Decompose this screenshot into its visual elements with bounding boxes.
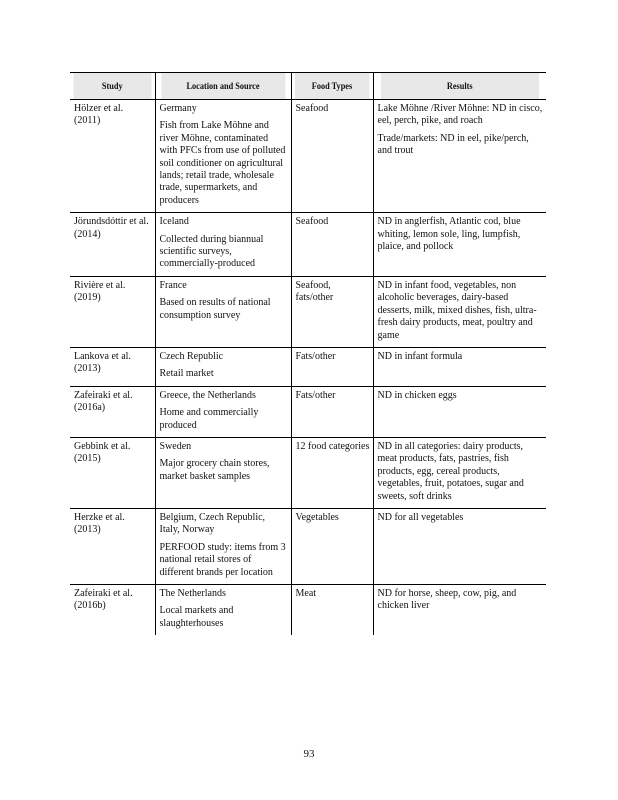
study-text: Jörundsdóttir et al. (2014) xyxy=(74,216,149,240)
cell-study xyxy=(70,213,155,277)
cell-food-type xyxy=(291,386,373,437)
cell-results xyxy=(373,100,546,213)
results-text: ND in anglerfish, Atlantic cod, blue whiting, lemon sole, ling, lumpfish, plaice, and pollock xyxy=(377,216,521,253)
source-text: Fish from Lake Möhne and river Möhne, contaminated with PFCs from use of polluted soil conditioner on agricultural lands; retail trade, wholesale trade, supermarkets, and producers xyxy=(159,120,286,206)
cell-food-type xyxy=(291,585,373,636)
source-text: Based on results of national consumption survey xyxy=(159,297,271,321)
study-text: Zafeiraki et al. (2016b) xyxy=(74,588,133,612)
results-text: ND for all vegetables xyxy=(377,511,464,523)
location-text: France xyxy=(159,279,187,291)
cell-study xyxy=(70,276,155,347)
cell-study xyxy=(70,100,155,213)
location-text: Czech Republic xyxy=(159,350,224,362)
cell-results xyxy=(373,585,546,636)
table-row xyxy=(70,585,546,636)
header-food-types: Food Types xyxy=(294,73,369,100)
source-text: Major grocery chain stores, market basket samples xyxy=(159,458,270,482)
table-row xyxy=(70,347,546,386)
source-text: Local markets and slaughterhouses xyxy=(159,605,234,629)
location-text: Iceland xyxy=(159,216,189,228)
table-row xyxy=(70,213,546,277)
food-type-text: Fats/other xyxy=(295,350,336,362)
study-text: Gebbink et al. (2015) xyxy=(74,440,131,465)
table-row xyxy=(70,276,546,347)
source-text: Collected during biannual scientific surveys, commercially-produced xyxy=(159,233,264,270)
study-text: Zafeiraki et al. (2016a) xyxy=(74,389,133,414)
cell-location-source xyxy=(155,585,291,636)
location-text: Greece, the Netherlands xyxy=(159,389,256,401)
cell-location-source xyxy=(155,276,291,347)
table-row xyxy=(70,508,546,584)
cell-food-type xyxy=(291,100,373,213)
cell-study xyxy=(70,585,155,636)
cell-results xyxy=(373,508,546,584)
study-text: Herzke et al. (2013) xyxy=(74,511,125,536)
table-row xyxy=(70,100,546,213)
study-text: Rivière et al. (2019) xyxy=(74,279,126,304)
food-type-text: Seafood xyxy=(295,103,329,114)
food-type-text: Seafood, fats/other xyxy=(295,279,334,304)
cell-study xyxy=(70,386,155,437)
page-number: 93 xyxy=(303,748,315,760)
cell-results xyxy=(373,347,546,386)
cell-study xyxy=(70,347,155,386)
food-type-text: Fats/other xyxy=(295,389,336,401)
cell-food-type xyxy=(291,437,373,508)
table-header-row xyxy=(70,73,546,100)
results-text: ND in infant food, vegetables, non alcoholic beverages, dairy-based desserts, milk, mixed dishes, fish, ultra-fresh dairy products, meat, poultry and game xyxy=(377,279,537,341)
location-text: The Netherlands xyxy=(159,588,226,599)
cell-results xyxy=(373,386,546,437)
cell-location-source xyxy=(155,213,291,277)
cell-food-type xyxy=(291,276,373,347)
table-row xyxy=(70,386,546,437)
source-text: Home and commercially produced xyxy=(159,407,259,431)
source-text: Retail market xyxy=(159,368,214,380)
food-type-text: Meat xyxy=(295,588,317,599)
cell-location-source xyxy=(155,508,291,584)
header-results: Results xyxy=(380,73,539,100)
location-text: Belgium, Czech Republic, Italy, Norway xyxy=(159,511,266,536)
cell-results xyxy=(373,276,546,347)
table-row xyxy=(70,437,546,508)
cell-food-type xyxy=(291,508,373,584)
results-text: ND in all categories: dairy products, meat products, fats, pastries, fish products, egg, cereal products, vegetables, fruit, potatoes, sugar and sweets, soft drinks xyxy=(377,440,524,502)
location-text: Germany xyxy=(159,103,197,114)
cell-study xyxy=(70,508,155,584)
study-text: Lankova et al. (2013) xyxy=(74,350,131,375)
results-text-2: Trade/markets: ND in eel, pike/perch, and trout xyxy=(377,132,529,157)
study-text: Hölzer et al. (2011) xyxy=(74,103,124,127)
header-study: Study xyxy=(73,73,151,100)
cell-results xyxy=(373,213,546,277)
food-type-text: Vegetables xyxy=(295,511,339,523)
header-location-source: Location and Source xyxy=(160,73,285,100)
cell-location-source xyxy=(155,386,291,437)
results-text: ND in infant formula xyxy=(377,350,463,362)
results-text: ND for horse, sheep, cow, pig, and chicken liver xyxy=(377,588,517,612)
cell-food-type xyxy=(291,213,373,277)
results-text: ND in chicken eggs xyxy=(377,389,457,401)
cell-results xyxy=(373,437,546,508)
cell-location-source xyxy=(155,437,291,508)
results-text: Lake Möhne /River Möhne: ND in cisco, eel, perch, pike, and roach xyxy=(377,103,543,127)
source-text: PERFOOD study: items from 3 national retail stores of different brands per location xyxy=(159,541,286,578)
cell-location-source xyxy=(155,347,291,386)
data-table xyxy=(70,72,546,635)
cell-food-type xyxy=(291,347,373,386)
location-text: Sweden xyxy=(159,440,192,452)
food-type-text: 12 food categories xyxy=(295,440,370,452)
cell-location-source xyxy=(155,100,291,213)
cell-study xyxy=(70,437,155,508)
food-type-text: Seafood xyxy=(295,216,329,228)
